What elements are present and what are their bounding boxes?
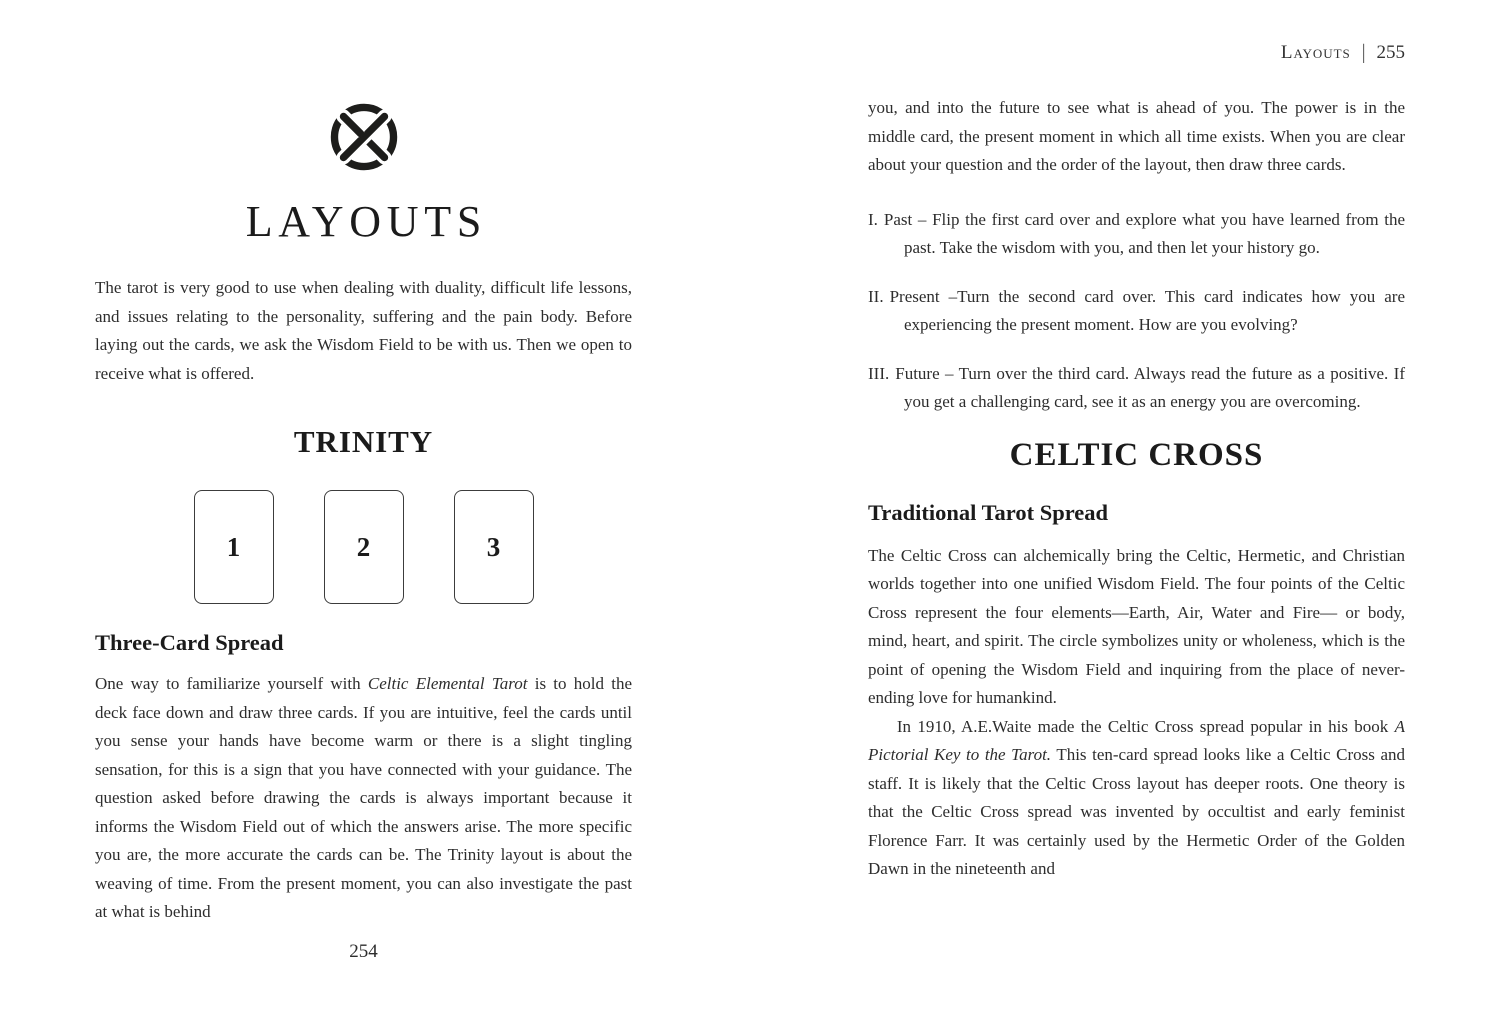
deck-title-italic: Celtic Elemental Tarot	[367, 674, 528, 693]
list-marker-1: I.	[868, 209, 878, 229]
card-number-3: 3	[486, 531, 501, 562]
list-text-3: Future – Turn over the third card. Always read the future as a positive. If you get a challenging card, see it as an energy you are overcoming.	[895, 363, 1405, 411]
card-number-1: 1	[226, 531, 241, 562]
list-marker-3: III.	[868, 363, 890, 383]
trinity-heading: TRINITY	[293, 424, 434, 459]
text-run: In 1910, A.E.Waite made the Celtic Cross spread popular in his book	[896, 716, 1395, 736]
text-run: One way to familiarize yourself with	[95, 674, 368, 693]
tarot-card-3	[454, 490, 534, 604]
right-page-number: 255	[1376, 42, 1405, 63]
text-run: is to hold the deck face down and draw three cards. If you are intuitive, feel the cards until you sense your hands have become warm or there is a slight tingling sensation, for this is a sign that you have connected with your guidance. The question asked before drawing the cards is always important because it informs the Wisdom Field out of which the answers arise. The more specific you are, the more accurate the cards can be. The Trinity layout is about the weaving of time. From the present moment, you can also investigate the past at what is behind	[95, 674, 633, 921]
running-header-separator: |	[1361, 40, 1366, 64]
celtic-knot-icon	[95, 96, 632, 178]
right-page	[868, 0, 1405, 1031]
running-header-chapter: Layouts	[1280, 42, 1351, 63]
text-run: This ten-card spread looks like a Celtic Cross and staff. It is likely that the Celtic Cross layout has deeper roots. One theory is that the Celtic Cross spread was invented by occultist and early feminist Florence Farr. It was certainly used by the Hermetic Order of the Golden Dawn in the nineteenth and	[868, 745, 1405, 878]
traditional-tarot-spread-heading: Traditional Tarot Spread	[868, 499, 1109, 525]
list-item-past	[868, 206, 1405, 263]
chapter-title: LAYOUTS	[245, 197, 488, 246]
left-page-number: 254	[349, 941, 378, 962]
card-number-2: 2	[356, 531, 371, 562]
book-title-italic: A Pictorial Key to the Tarot.	[868, 716, 1405, 764]
celtic-cross-paragraph-2	[868, 713, 1405, 884]
celtic-cross-heading: CELTIC CROSS	[1009, 436, 1264, 473]
running-header	[868, 42, 1405, 64]
list-text-1: Past – Flip the first card over and explore what you have learned from the past. Take the wisdom with you, and then let your history go.	[883, 209, 1405, 257]
three-card-spread-paragraph	[95, 670, 632, 927]
list-marker-2: II.	[868, 286, 884, 306]
list-text-2: Present –Turn the second card over. This card indicates how you are experiencing the present moment. How are you evolving?	[889, 286, 1405, 334]
celtic-cross-paragraph-1: The Celtic Cross can alchemically bring the Celtic, Hermetic, and Christian worlds together into one unified Wisdom Field. The four points of the Celtic Cross represent the four elements—Earth, Air, Water and Fire— or body, mind, heart, and spirit. The circle symbolizes unity or wholeness, which is the point of opening the Wisdom Field and inquiring from the place of never-ending love for humankind.	[868, 545, 1405, 707]
three-card-steps-list	[868, 206, 1405, 417]
continuation-paragraph: you, and into the future to see what is ahead of you. The power is in the middle card, the present moment in which all time exists. When you are clear about your question and the order of the layout, then draw three cards.	[868, 98, 1405, 174]
list-item-present	[868, 283, 1405, 340]
tarot-card-1	[194, 490, 274, 604]
tarot-card-2	[324, 490, 404, 604]
list-item-future	[868, 360, 1405, 417]
left-page	[95, 0, 632, 1031]
three-card-spread-heading: Three-Card Spread	[95, 630, 284, 655]
chapter-intro-paragraph: The tarot is very good to use when dealing with duality, difficult life lessons, and issues relating to the personality, suffering and the pain body. Before laying out the cards, we ask the Wisdom Field to be with us. Then we open to receive what is offered.	[95, 278, 632, 383]
trinity-card-row	[95, 490, 632, 604]
